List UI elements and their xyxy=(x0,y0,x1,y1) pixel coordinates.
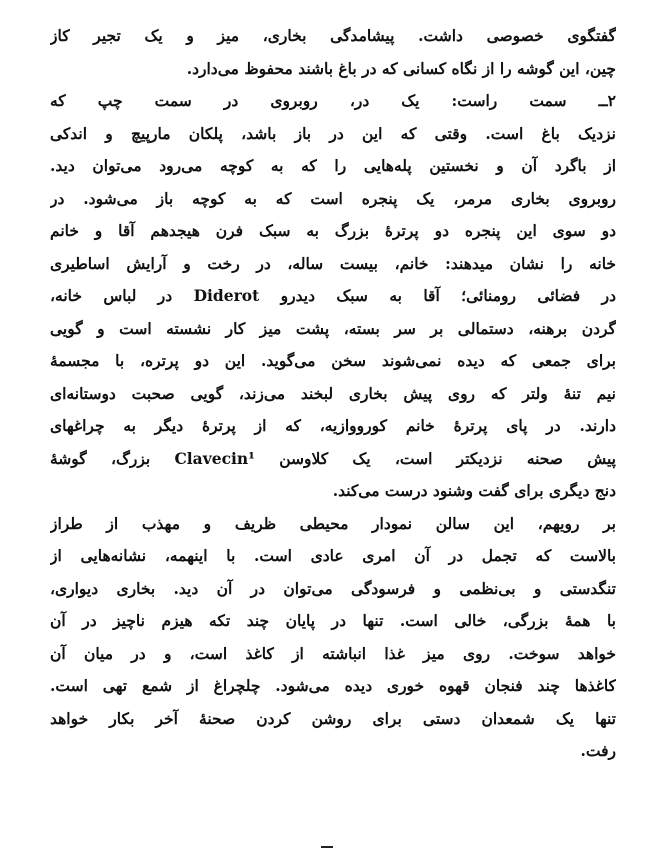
text-line: با همهٔ بزرگی، خالی است. تنها در پایان چند تکه هیزم ناچیز در آن xyxy=(50,611,616,630)
text-line: برای جمعی که دیده نمی‌شوند سخن می‌گوید. این دو پرتره، با مجسمهٔ xyxy=(50,351,616,370)
text-line: بالاست که تجمل در آن امری عادی است. با اینهمه، نشانه‌هایی از xyxy=(50,546,616,565)
text-line: دو سوی این پنجره دو پرترهٔ بزرگ به سبک فرن هیجدهم آقا و خانم xyxy=(50,221,616,240)
text-line: رفت. xyxy=(580,741,616,760)
text-line: نیم تنهٔ ولتر که روی پیش بخاری لبخند می‌زند، گویی صحبت دوستانه‌ای xyxy=(50,383,616,403)
text-line: خانه را نشان میدهند: خانم، بیست ساله، در رخت و آرایش اساطیری xyxy=(50,253,616,273)
text-line: نزدیک باغ است. وقتی که این در باز باشد، پلکان مارپیچ و اندکی xyxy=(50,123,616,143)
text-line: دنج دیگری برای گفت وشنود درست می‌کند. xyxy=(332,481,616,500)
text-line: تنها یک شمعدان دستی برای روشن کردن صحنهٔ آخر بکار خواهد xyxy=(50,708,616,728)
text-line: خواهد سوخت. روی میز غذا انباشته از کاغذ است، و در میان آن xyxy=(50,643,616,663)
text-line: دارند. در پای پرترهٔ خانم کورووازیه، که از پرترهٔ دیگر به چراغهای xyxy=(50,416,616,435)
text-line: گفتگوی خصوصی داشت. پیشامدگی بخاری، میز و یک تجیر کاز xyxy=(50,26,616,45)
text-line: تنگدستی و بی‌نظمی و فرسودگی می‌توان در آن دید. بخاری دیواری، xyxy=(50,578,616,598)
text-line: گردن برهنه، دستمالی بر سر بسته، پشت میز کار نشسته است و گویی xyxy=(50,318,616,338)
document-page xyxy=(50,20,616,768)
text-line: کاغذها چند فنجان قهوه خوری دیده می‌شود. چلچراغ از شمع تهی است. xyxy=(50,676,616,695)
text-line: روبروی بخاری مرمر، یک پنجره است که به کوچه باز می‌شود. در xyxy=(50,188,616,208)
text-line: از باگرد آن و نخستین پله‌هایی را که به کوچه می‌رود می‌توان دید. xyxy=(50,156,616,175)
page-mark xyxy=(321,846,333,848)
text-line: بر رویهم، این سالن نمودار محیطی ظریف و مهذب از طراز xyxy=(50,513,616,533)
text-line: چین، این گوشه را از نگاه کسانی که در باغ باشند محفوظ می‌دارد. xyxy=(186,58,616,78)
text-line: پیش صحنه نزدیکتر است، یک کلاوسن Clavecin¹ بزرگ، گوشهٔ xyxy=(50,448,616,468)
text-line: ۲ــ سمت راست: یک در، روبروی در سمت چپ که xyxy=(50,91,616,110)
text-line: در فضائی رومنائی؛ آقا به سبک دیدرو Diderot در لباس خانه، xyxy=(50,286,616,305)
